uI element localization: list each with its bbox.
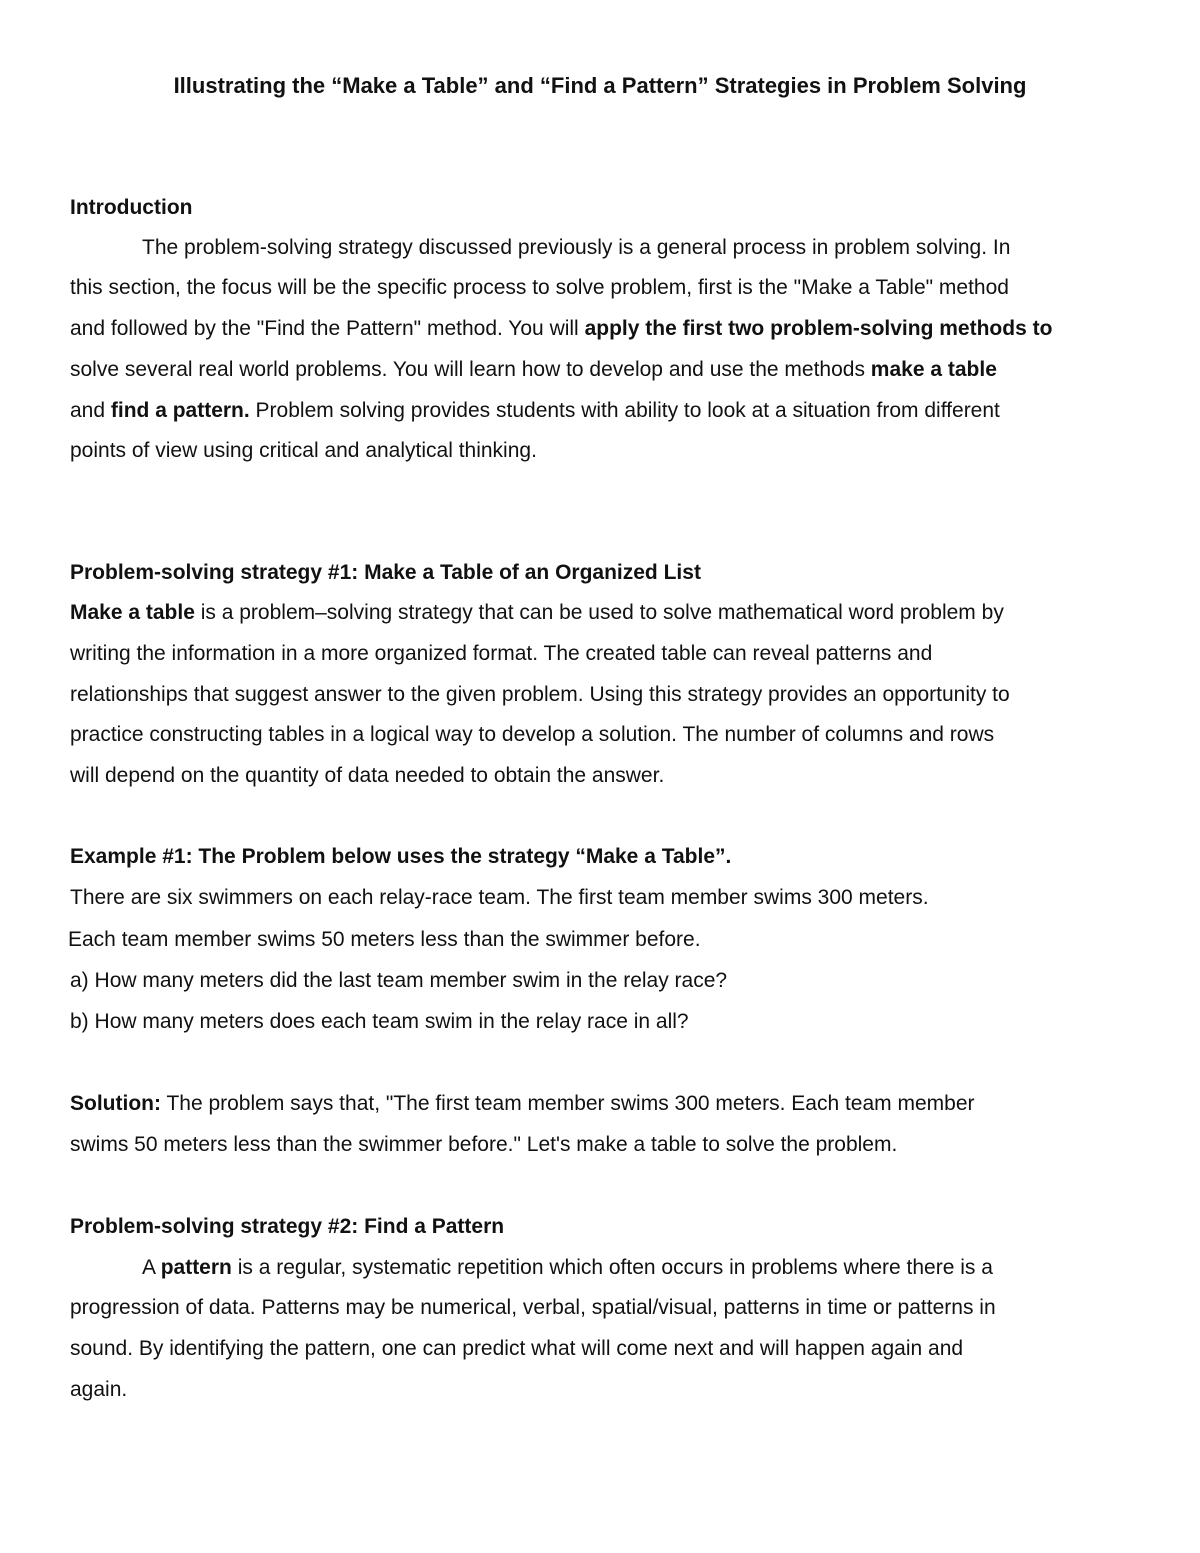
strategy1-line-2: writing the information in a more organized format. The created table can reveal patterns and [70,642,933,665]
document-title: Illustrating the “Make a Table” and “Find a Pattern” Strategies in Problem Solving [173,73,1027,98]
intro-line-5 [70,397,1000,425]
solution-line-2: swims 50 meters less than the swimmer before." Let's make a table to solve the problem. [70,1133,898,1156]
strategy1-line-3: relationships that suggest answer to the given problem. Using this strategy provides an opportunity to [70,683,1010,706]
example1-line-1: There are six swimmers on each relay-race team. The first team member swims 300 meters. [70,886,929,909]
strategy2-line-4: again. [70,1378,128,1401]
strategy1-line-4: practice constructing tables in a logical way to develop a solution. The number of columns and rows [70,723,995,746]
intro-line-3 [70,315,1052,343]
intro-line-2: this section, the focus will be the specific process to solve problem, first is the "Make a Table" method [70,276,1009,299]
strategy2-line-3: sound. By identifying the pattern, one can predict what will come next and will happen again and [70,1337,964,1360]
intro-line-3-bold: apply the first two problem-solving methods to [584,317,1053,340]
strategy2-line-1-bold: pattern [160,1256,232,1279]
question-b-label: b) [70,1010,89,1033]
example1-line-2: Each team member swims 50 meters less than the swimmer before. [68,928,701,951]
strategy2-heading: Problem-solving strategy #2: Find a Pattern [70,1215,505,1238]
solution-label: Solution: [70,1092,161,1115]
strategy1-line-1 [70,599,1004,627]
introduction-heading: Introduction [70,196,193,219]
intro-line-4-bold: make a table [870,358,997,381]
strategy2-line-1-text-a: A [142,1256,161,1279]
solution-line-1 [70,1090,975,1118]
intro-line-6: points of view using critical and analytical thinking. [70,439,537,462]
strategy2-line-1-text-c: is a regular, systematic repetition which often occurs in problems where there is a [231,1256,993,1279]
intro-line-1: The problem-solving strategy discussed previously is a general process in problem solving. In [142,236,1011,259]
intro-line-5-text-a: and [70,399,111,422]
example1-question-a [70,967,727,995]
question-a-text: How many meters did the last team member swim in the relay race? [88,969,728,992]
intro-line-5-text-c: Problem solving provides students with ability to look at a situation from different [249,399,1000,422]
strategy2-line-2: progression of data. Patterns may be numerical, verbal, spatial/visual, patterns in time or patterns in [70,1296,996,1319]
question-a-label: a) [70,969,89,992]
intro-line-4-text: solve several real world problems. You will learn how to develop and use the methods [70,358,871,381]
intro-line-4 [70,356,997,384]
strategy2-line-1 [142,1254,993,1282]
example1-question-b [70,1008,689,1036]
strategy1-line-5: will depend on the quantity of data needed to obtain the answer. [70,764,665,787]
strategy1-line-1-text: is a problem–solving strategy that can be used to solve mathematical word problem by [194,601,1004,624]
example1-heading: Example #1: The Problem below uses the strategy “Make a Table”. [70,845,732,868]
intro-line-3-text: and followed by the "Find the Pattern" method. You will [70,317,585,340]
intro-line-5-bold: find a pattern. [110,399,250,422]
strategy1-heading: Problem-solving strategy #1: Make a Table of an Organized List [70,561,701,584]
question-b-text: How many meters does each team swim in the relay race in all? [88,1010,689,1033]
solution-line-1-text: The problem says that, "The first team member swims 300 meters. Each team member [160,1092,975,1115]
strategy1-line-1-bold: Make a table [70,601,195,624]
